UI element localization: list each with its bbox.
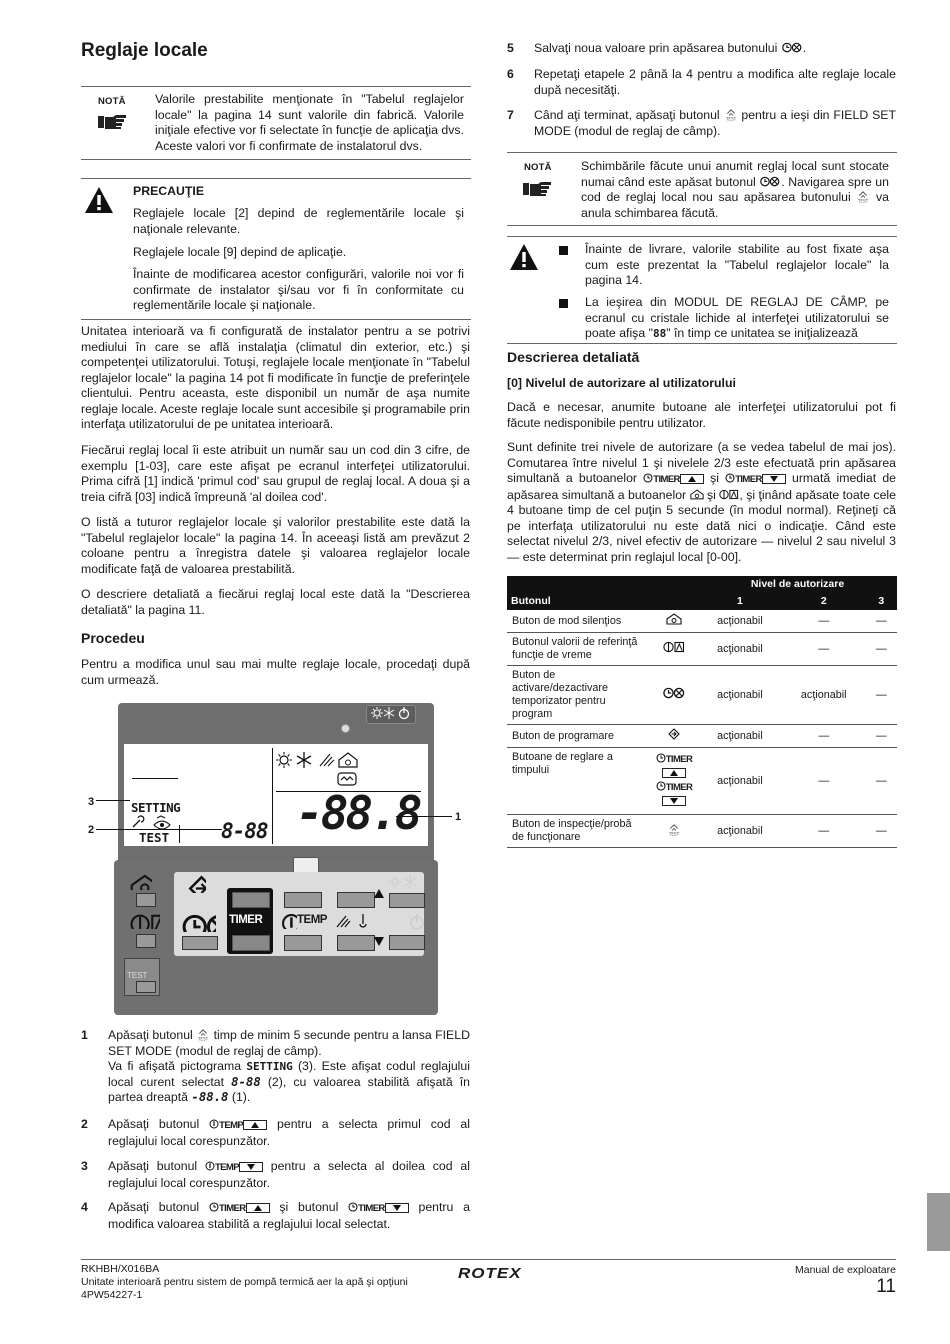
note2-text: Schimbările făcute unui anumit reglaj local sunt stocate numai când este apăsat butonul . Navigarea spre un cod de reglaj local nou sau apăsarea butonului va anula schimbarea făcută. [581, 159, 889, 220]
programming-icon [668, 728, 680, 740]
caution-title: PRECAUŢIE [133, 184, 205, 198]
caution-p3: Înainte de modificarea acestor configurări, valorile noi vor fi confirmate de instalator şi/sau vor fi în conformitate cu reglementările locale şi naţionale. [133, 267, 464, 312]
table-row: Buton de activare/dezactivare temporizator pentru program acţionabil acţionabil — [507, 666, 897, 725]
table-group-header: Nivel de autorizare [698, 576, 897, 593]
heat-cool-icon [388, 874, 426, 890]
lcd-setting-label: SETTING [131, 800, 181, 815]
clock-icon [725, 473, 735, 483]
thermometer-icon [205, 1161, 215, 1171]
clock-icon [643, 473, 653, 483]
timer-onoff-icon [663, 687, 685, 699]
caution-top-rule [81, 178, 471, 179]
step-7-number: 7 [507, 108, 514, 122]
footer-manual: Manual de exploatare [795, 1264, 896, 1276]
note2-bottom-rule [507, 225, 897, 226]
step-7-text: Când aţi terminat, apăsaţi butonul pentru a ieşi din FIELD SET MODE (modul de reglaj de câmp). [534, 108, 896, 138]
lcd-dash [132, 778, 178, 779]
weather-setpoint-icon [719, 489, 739, 500]
inspection-test-button[interactable] [136, 981, 156, 993]
warning-icon [84, 186, 114, 214]
detail-title: Descrierea detaliată [507, 349, 640, 365]
quiet-mode-icon [690, 489, 704, 500]
callout-1-line [396, 816, 452, 817]
step-1-text: Apăsaţi butonul timp de minim 5 secunde pentru a lansa FIELD SET MODE (modul de reglaj de câmp). Va fi afişată pictograma SETTING (3). Este afişat codul reglajului local curent selectat 8-88 (2), cu valoarea stabilită afişată în partea dreaptă -88.8 (1). [108, 1028, 471, 1104]
up-arrow-indicator [374, 889, 384, 898]
test-icon [196, 1028, 210, 1041]
power-button[interactable] [389, 935, 425, 950]
step-3-number: 3 [81, 1159, 88, 1173]
heat-cool-button[interactable] [389, 893, 425, 908]
timer-onoff-icon [781, 42, 803, 53]
timer-onoff-button[interactable] [182, 936, 218, 950]
clock-icon [656, 781, 666, 791]
quiet-mode-icon [666, 613, 682, 625]
body-p2: Fiecărui reglaj local îi este atribuit un număr sau un cod din 3 cifre, de exemplu [1-03], care este afişat pe ecranul interfeţei utilizatorului. Prima cifră [1] indică 'primul cod' sau grupul de reglaj local. A doua şi a treia cifră [03] indică împreună 'al doilea cod'. [81, 443, 470, 504]
programming-icon [188, 875, 206, 893]
dhw-down-button[interactable] [337, 935, 375, 951]
table-row: Buton de mod silenţios acţionabil — — [507, 610, 897, 633]
test-button-label: TEST [127, 971, 148, 980]
step-5-number: 5 [507, 41, 514, 55]
callout-2: 2 [88, 824, 95, 836]
table-row: Butonul valorii de referinţă funcţie de vreme acţionabil — — [507, 633, 897, 666]
pointing-hand-icon [521, 177, 553, 197]
step-6-number: 6 [507, 67, 514, 81]
callout-3: 3 [88, 796, 95, 808]
heater-icon [337, 772, 357, 786]
detail-p2: Sunt definite trei nivele de autorizare (a se vedea tabelul de mai jos). Comutarea între nivelul 1 şi nivelele 2/3 este efectuată prin apăsarea simultană a butoanelor TIMER şi TIMER urmată imediat de apăsarea simultană a butoanelor şi , şi ţinând apăsate toate cele 4 butoane timp de cel puţin 5 secunde (în modul normal). Reţineţi că pe interfaţa utilizatorului nu este dată nici o indicaţie. Când este selectat nivelul 2/3, nivel efectiv de autorizare — nivelul 2 sau nivelul 3 — este determinat prin reglajul local [0-00]. [507, 440, 897, 564]
section-tab [927, 1193, 950, 1251]
lcd-test-label: TEST [139, 830, 170, 845]
thermometer-icon [209, 1119, 219, 1129]
temp-up-button[interactable] [284, 892, 322, 908]
callout-3-line [96, 800, 130, 801]
callout-2-line [96, 829, 222, 830]
step-6-text: Repetaţi etapele 2 până la 4 pentru a modifica alte reglaje locale după necesităţi. [534, 67, 896, 97]
temp-down-button[interactable] [284, 935, 322, 951]
step-4-text: Apăsaţi butonul TIMER şi butonul TIMER pentru a modifica valoarea stabilită a reglajului local selectat. [108, 1200, 470, 1231]
footer-description: Unitate interioară pentru sistem de pompă termică aer la apă şi opţiuni [81, 1276, 408, 1288]
body-p4: O descriere detaliată a fiecărui reglaj local este dată la "Descrierea detaliată" la pagina 11. [81, 587, 470, 617]
timer-up-button[interactable] [232, 892, 270, 908]
test-icon [856, 190, 870, 203]
clock-icon [209, 1202, 219, 1212]
lcd-mode-icons [276, 749, 371, 771]
step-2-number: 2 [81, 1117, 88, 1131]
down-arrow-indicator [374, 937, 384, 946]
bullet [559, 299, 568, 308]
test-icon [724, 108, 738, 121]
page-number: 11 [876, 1276, 896, 1297]
note2-top-rule [507, 152, 897, 153]
step-4-number: 4 [81, 1200, 88, 1214]
timer-down-button[interactable] [232, 935, 270, 951]
authorization-table [507, 576, 897, 848]
warning2-bullet-1: Înainte de livrare, valorile stabilite au fost fixate aşa cum este prezentat la "Tabelul reglajelor locale" la pagina 14. [585, 242, 889, 287]
brand-logo: ROTEX [458, 1265, 522, 1282]
warning-icon [509, 243, 539, 271]
step-1-number: 1 [81, 1028, 88, 1042]
footer-model: RKHBH/X016BA [81, 1263, 160, 1275]
note1-bottom-rule [81, 159, 471, 160]
warning2-top-rule [507, 236, 897, 237]
table-row: Buton de inspecţie/probă de funcţionare acţionabil — — [507, 815, 897, 848]
table-col-level-2: 2 [782, 593, 866, 610]
table-row: Butoane de reglare a timpului TIMER TIMER acţionabil — — [507, 748, 897, 815]
step-5-text: Salvaţi noua valoare prin apăsarea butonului . [534, 41, 807, 55]
timer-adjust-icon: TIMER TIMER [650, 748, 698, 815]
status-led [341, 724, 350, 733]
note1-top-rule [81, 86, 471, 87]
lcd-divider [272, 748, 273, 844]
callout-1: 1 [455, 811, 462, 823]
warning2-bullet-2: La ieşirea din MODUL DE REGLAJ DE CÂMP, pe ecranul cu cristale lichide al interfeţei utilizatorului se poate afişa "88" în timp ce unitatea se iniţializează [585, 295, 889, 340]
caution-p1: Reglajele locale [2] depind de reglementările locale şi naţionale relevante. [133, 206, 464, 236]
warning2-bottom-rule [507, 343, 897, 344]
footer-doc-code: 4PW54227-1 [81, 1289, 143, 1301]
lcd-divider-small [179, 825, 180, 843]
inspection-test-icon [667, 823, 681, 836]
power-icon [408, 913, 426, 931]
weather-setpoint-icon [663, 641, 685, 653]
lcd-value-digits: -88.8 [296, 786, 420, 840]
bullet [559, 246, 568, 255]
table-col-level-1: 1 [698, 593, 782, 610]
quiet-mode-icon [128, 874, 152, 890]
clock-icon [348, 1202, 358, 1212]
lcd-code-digits: 8-88 [221, 819, 268, 843]
caution-bottom-rule [81, 319, 471, 320]
note1-text: Valorile prestabilite menţionate în "Tabelul reglajelor locale" la pagina 14 sunt valorile din fabrică. Valorile iniţiale efective vor fi selectate în funcţie de aplicaţia dvs. Aceste valori vor fi confirmate de instalatorul dvs. [155, 92, 464, 153]
timer-label: TIMER [229, 914, 263, 926]
dhw-up-button[interactable] [337, 892, 375, 908]
procedure-intro: Pentru a modifica unul sau mai multe reglaje locale, procedaţi după cum urmează. [81, 657, 470, 687]
note1-label: NOTĂ [98, 96, 126, 107]
clock-icon [656, 753, 666, 763]
page-title: Reglaje locale [81, 40, 208, 61]
footer-rule [81, 1259, 896, 1260]
table-col-level-3: 3 [866, 593, 897, 610]
lcd-wrench-eye-icon [131, 815, 179, 829]
quiet-mode-button[interactable] [136, 893, 156, 907]
heat-cool-power-icon [370, 706, 412, 721]
detail-subtitle: [0] Nivelul de autorizare al utilizatorului [507, 376, 736, 390]
temp-label: TEMP [297, 914, 327, 926]
detail-p1: Dacă e necesar, anumite butoane ale interfeţei utilizatorului pot fi făcute nedisponibile pentru utilizator. [507, 400, 896, 430]
body-p3: O listă a tuturor reglajelor locale şi valorilor prestabilite este dată la "Tabelul reglajelor locale" la pagina 14. În aceeaşi listă am prevăzut 2 coloane pentru a înregistra datele şi valoarea reglajelor locale modificate faţă de valoarea prestabilită. [81, 515, 470, 576]
pointing-hand-icon [96, 110, 128, 130]
thermometer-icon [281, 913, 297, 929]
note2-label: NOTĂ [524, 162, 552, 173]
weather-setpoint-icon [128, 913, 160, 929]
table-row: Buton de programare acţionabil — — [507, 725, 897, 748]
procedure-title: Procedeu [81, 630, 145, 646]
step-3-text: Apăsaţi butonul TEMP pentru a selecta al doilea cod al reglajului local corespunzător. [108, 1159, 470, 1190]
caution-p2: Reglajele locale [9] depind de aplicaţie. [133, 245, 347, 259]
timer-onoff-icon [182, 912, 216, 932]
weather-setpoint-button[interactable] [136, 934, 156, 948]
body-p1: Unitatea interioară va fi configurată de instalator pentru a se potrivi mediului în care se află instalaţia (climatul din exterior, etc.) şi competenţei utilizatorului. Totuşi, reglajele locale menţionate în "Tabelul reglajelor locale" la pagina 14 pot fi modificate în funcţie de preferinţele clientului. Pentru aceasta, este disponibil un număr de aşa numite reglaje locale. Aceste reglaje locale sunt accesibile şi programabile prin interfaţa utilizatorului de pe unitatea interioară. [81, 324, 470, 431]
dhw-tap-icon [335, 912, 375, 930]
timer-onoff-icon [759, 176, 781, 187]
step-2-text: Apăsaţi butonul TEMP pentru a selecta primul cod al reglajului local corespunzător. [108, 1117, 470, 1148]
table-col-button: Butonul [507, 593, 650, 610]
